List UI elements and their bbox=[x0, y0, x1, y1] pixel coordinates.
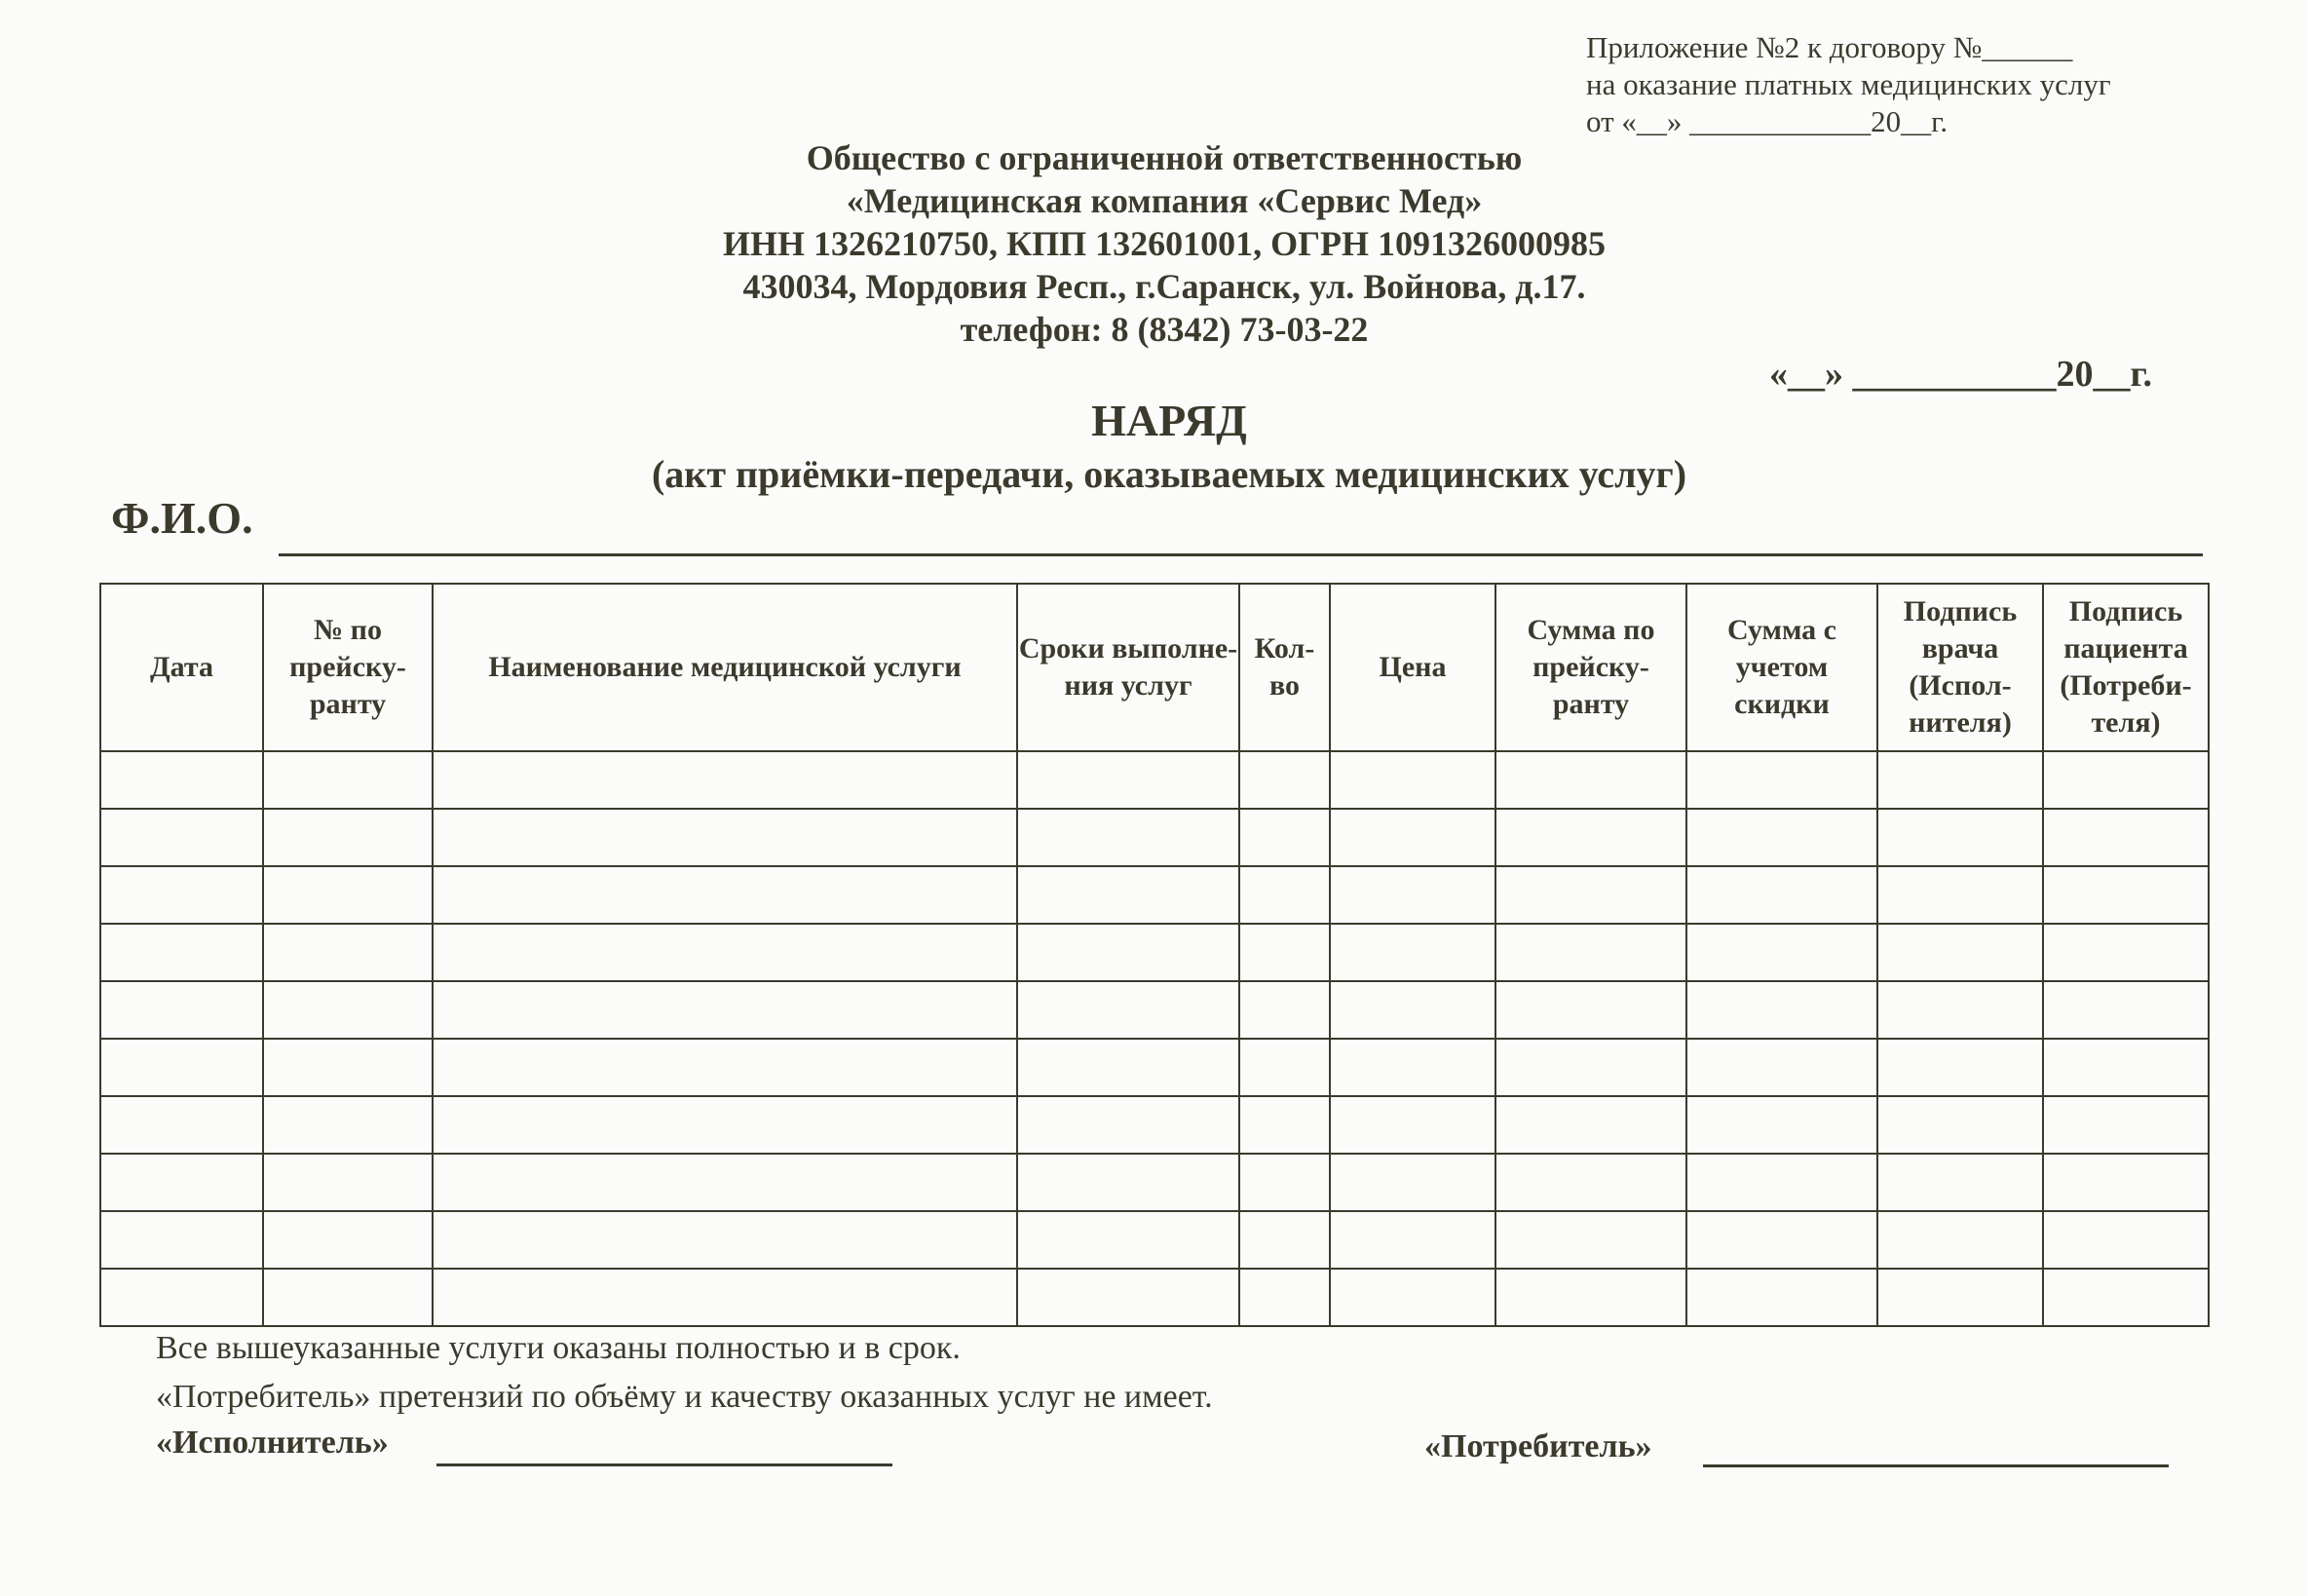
table-cell[interactable] bbox=[1239, 809, 1330, 866]
org-company-name: «Медицинская компания «Сервис Мед» bbox=[846, 181, 1483, 220]
table-cell[interactable] bbox=[1495, 1211, 1686, 1269]
table-cell[interactable] bbox=[2043, 809, 2209, 866]
table-cell[interactable] bbox=[433, 1154, 1017, 1211]
fio-field-line[interactable] bbox=[279, 553, 2203, 556]
table-cell[interactable] bbox=[1686, 866, 1877, 924]
table-cell[interactable] bbox=[1686, 751, 1877, 809]
table-cell[interactable] bbox=[1686, 1154, 1877, 1211]
table-cell[interactable] bbox=[1017, 924, 1239, 981]
table-row bbox=[100, 1096, 2209, 1154]
table-cell[interactable] bbox=[1686, 809, 1877, 866]
table-cell[interactable] bbox=[1330, 1039, 1495, 1096]
table-cell[interactable] bbox=[263, 1039, 433, 1096]
org-phone: телефон: 8 (8342) 73-03-22 bbox=[960, 310, 1369, 349]
header-price-list-number: № по прейску-ранту bbox=[263, 584, 433, 751]
table-cell[interactable] bbox=[100, 981, 263, 1039]
table-cell[interactable] bbox=[263, 751, 433, 809]
table-cell[interactable] bbox=[1686, 1269, 1877, 1326]
table-row bbox=[100, 751, 2209, 809]
table-cell[interactable] bbox=[2043, 924, 2209, 981]
consumer-label: «Потребитель» bbox=[1424, 1428, 1652, 1464]
organization-header bbox=[575, 136, 1754, 351]
table-cell[interactable] bbox=[433, 751, 1017, 809]
table-cell[interactable] bbox=[1877, 1096, 2043, 1154]
table-row bbox=[100, 1039, 2209, 1096]
header-doctor-signature: Подпись врача (Испол-нителя) bbox=[1877, 584, 2043, 751]
table-cell[interactable] bbox=[263, 1269, 433, 1326]
org-registration-numbers: ИНН 1326210750, КПП 132601001, ОГРН 1091326000985 bbox=[722, 224, 1606, 263]
table-cell[interactable] bbox=[1239, 1211, 1330, 1269]
table-cell[interactable] bbox=[263, 981, 433, 1039]
table-cell[interactable] bbox=[1495, 751, 1686, 809]
table-cell[interactable] bbox=[1495, 1154, 1686, 1211]
appendix-line-3: от «__» ____________20__г. bbox=[1586, 104, 1949, 138]
table-cell[interactable] bbox=[2043, 1211, 2209, 1269]
table-cell[interactable] bbox=[433, 1269, 1017, 1326]
table-body bbox=[100, 751, 2209, 1326]
table-cell[interactable] bbox=[1877, 924, 2043, 981]
table-cell[interactable] bbox=[1239, 1096, 1330, 1154]
header-patient-signature: Подпись пациента (Потреби-теля) bbox=[2043, 584, 2209, 751]
appendix-block bbox=[1586, 29, 2111, 140]
table-cell[interactable] bbox=[1239, 924, 1330, 981]
table-cell[interactable] bbox=[1330, 1154, 1495, 1211]
table-cell[interactable] bbox=[1877, 1039, 2043, 1096]
table-cell[interactable] bbox=[100, 751, 263, 809]
table-cell[interactable] bbox=[1239, 1039, 1330, 1096]
table-cell[interactable] bbox=[1495, 1096, 1686, 1154]
table-cell[interactable] bbox=[433, 866, 1017, 924]
table-cell[interactable] bbox=[100, 866, 263, 924]
header-service-name: Наименование медицинской услуги bbox=[433, 584, 1017, 751]
fio-label: Ф.И.О. bbox=[111, 493, 253, 543]
table-cell[interactable] bbox=[1877, 1269, 2043, 1326]
document-date-field[interactable]: «__» ___________20__г. bbox=[1769, 354, 2152, 395]
table-cell[interactable] bbox=[1017, 981, 1239, 1039]
table-cell[interactable] bbox=[1239, 1154, 1330, 1211]
table-cell[interactable] bbox=[2043, 751, 2209, 809]
table-row bbox=[100, 1211, 2209, 1269]
executor-signature-line[interactable] bbox=[436, 1463, 892, 1466]
table-cell[interactable] bbox=[1686, 924, 1877, 981]
table-cell[interactable] bbox=[1877, 981, 2043, 1039]
table-row bbox=[100, 981, 2209, 1039]
executor-label: «Исполнитель» bbox=[156, 1425, 389, 1461]
table-cell[interactable] bbox=[1495, 1039, 1686, 1096]
table-cell[interactable] bbox=[2043, 1154, 2209, 1211]
footer-statement-2: «Потребитель» претензий по объёму и качеству оказанных услуг не имеет. bbox=[156, 1379, 1213, 1415]
consumer-signature-line[interactable] bbox=[1703, 1464, 2169, 1467]
table-cell[interactable] bbox=[1017, 809, 1239, 866]
table-cell[interactable] bbox=[2043, 1096, 2209, 1154]
table-cell[interactable] bbox=[2043, 866, 2209, 924]
org-address: 430034, Мордовия Респ., г.Саранск, ул. Войнова, д.17. bbox=[742, 267, 1586, 306]
header-service-terms: Сроки выполне-ния услуг bbox=[1017, 584, 1239, 751]
table-cell[interactable] bbox=[1877, 1154, 2043, 1211]
table-cell[interactable] bbox=[1239, 1269, 1330, 1326]
table-cell[interactable] bbox=[1330, 1211, 1495, 1269]
table-cell[interactable] bbox=[263, 1154, 433, 1211]
table-cell[interactable] bbox=[1495, 1269, 1686, 1326]
table-cell[interactable] bbox=[263, 809, 433, 866]
table-cell[interactable] bbox=[100, 1039, 263, 1096]
table-row bbox=[100, 1269, 2209, 1326]
table-cell[interactable] bbox=[1877, 751, 2043, 809]
appendix-line-1: Приложение №2 к договору №______ bbox=[1586, 30, 2073, 64]
table-cell[interactable] bbox=[1017, 1211, 1239, 1269]
header-price-list-sum: Сумма по прейску-ранту bbox=[1495, 584, 1686, 751]
table-cell[interactable] bbox=[1239, 866, 1330, 924]
table-cell[interactable] bbox=[1877, 866, 2043, 924]
table-cell[interactable] bbox=[1495, 866, 1686, 924]
table-row bbox=[100, 1154, 2209, 1211]
table-cell[interactable] bbox=[100, 1096, 263, 1154]
document-title: НАРЯД bbox=[1091, 396, 1247, 445]
table-row bbox=[100, 866, 2209, 924]
table-cell[interactable] bbox=[1239, 981, 1330, 1039]
table-cell[interactable] bbox=[1495, 809, 1686, 866]
table-cell[interactable] bbox=[1017, 866, 1239, 924]
header-date: Дата bbox=[100, 584, 263, 751]
table-cell[interactable] bbox=[100, 1211, 263, 1269]
table-cell[interactable] bbox=[1017, 751, 1239, 809]
table-cell[interactable] bbox=[1330, 1096, 1495, 1154]
table-cell[interactable] bbox=[1330, 1269, 1495, 1326]
table-cell[interactable] bbox=[2043, 981, 2209, 1039]
header-quantity: Кол-во bbox=[1239, 584, 1330, 751]
table-cell[interactable] bbox=[1017, 1039, 1239, 1096]
table-cell[interactable] bbox=[100, 924, 263, 981]
table-cell[interactable] bbox=[1686, 1039, 1877, 1096]
table-cell[interactable] bbox=[1877, 1211, 2043, 1269]
table-cell[interactable] bbox=[1017, 1269, 1239, 1326]
table-cell[interactable] bbox=[1495, 981, 1686, 1039]
table-cell[interactable] bbox=[100, 809, 263, 866]
table-cell[interactable] bbox=[1330, 924, 1495, 981]
table-cell[interactable] bbox=[433, 924, 1017, 981]
header-price: Цена bbox=[1330, 584, 1495, 751]
table-cell[interactable] bbox=[100, 1154, 263, 1211]
org-name-line: Общество с ограниченной ответственностью bbox=[806, 138, 1523, 177]
table-cell[interactable] bbox=[433, 981, 1017, 1039]
table-row bbox=[100, 924, 2209, 981]
table-cell[interactable] bbox=[100, 1269, 263, 1326]
table-cell[interactable] bbox=[1495, 924, 1686, 981]
table-cell[interactable] bbox=[1686, 1096, 1877, 1154]
table-cell[interactable] bbox=[1330, 981, 1495, 1039]
table-cell[interactable] bbox=[263, 1211, 433, 1269]
header-discount-sum: Сумма с учетом скидки bbox=[1686, 584, 1877, 751]
appendix-line-2: на оказание платных медицинских услуг bbox=[1586, 67, 2111, 101]
table-header-row bbox=[100, 584, 2209, 751]
table-cell[interactable] bbox=[1686, 981, 1877, 1039]
table-cell[interactable] bbox=[1017, 1096, 1239, 1154]
footer-statement-1: Все вышеуказанные услуги оказаны полностью и в срок. bbox=[156, 1330, 961, 1366]
table-cell[interactable] bbox=[433, 809, 1017, 866]
table-cell[interactable] bbox=[1686, 1211, 1877, 1269]
table-cell[interactable] bbox=[2043, 1269, 2209, 1326]
table-cell[interactable] bbox=[1330, 866, 1495, 924]
services-table bbox=[99, 583, 2210, 1327]
table-cell[interactable] bbox=[1017, 1154, 1239, 1211]
table-cell[interactable] bbox=[263, 1096, 433, 1154]
table-cell[interactable] bbox=[263, 924, 433, 981]
table-row bbox=[100, 809, 2209, 866]
table-cell[interactable] bbox=[263, 866, 433, 924]
table-cell[interactable] bbox=[1877, 809, 2043, 866]
table-cell[interactable] bbox=[433, 1096, 1017, 1154]
document-subtitle: (акт приёмки-передачи, оказываемых медицинских услуг) bbox=[651, 452, 1687, 496]
table-cell[interactable] bbox=[433, 1039, 1017, 1096]
table-cell[interactable] bbox=[1239, 751, 1330, 809]
table-cell[interactable] bbox=[1330, 809, 1495, 866]
table-cell[interactable] bbox=[2043, 1039, 2209, 1096]
table-cell[interactable] bbox=[433, 1211, 1017, 1269]
table-cell[interactable] bbox=[1330, 751, 1495, 809]
